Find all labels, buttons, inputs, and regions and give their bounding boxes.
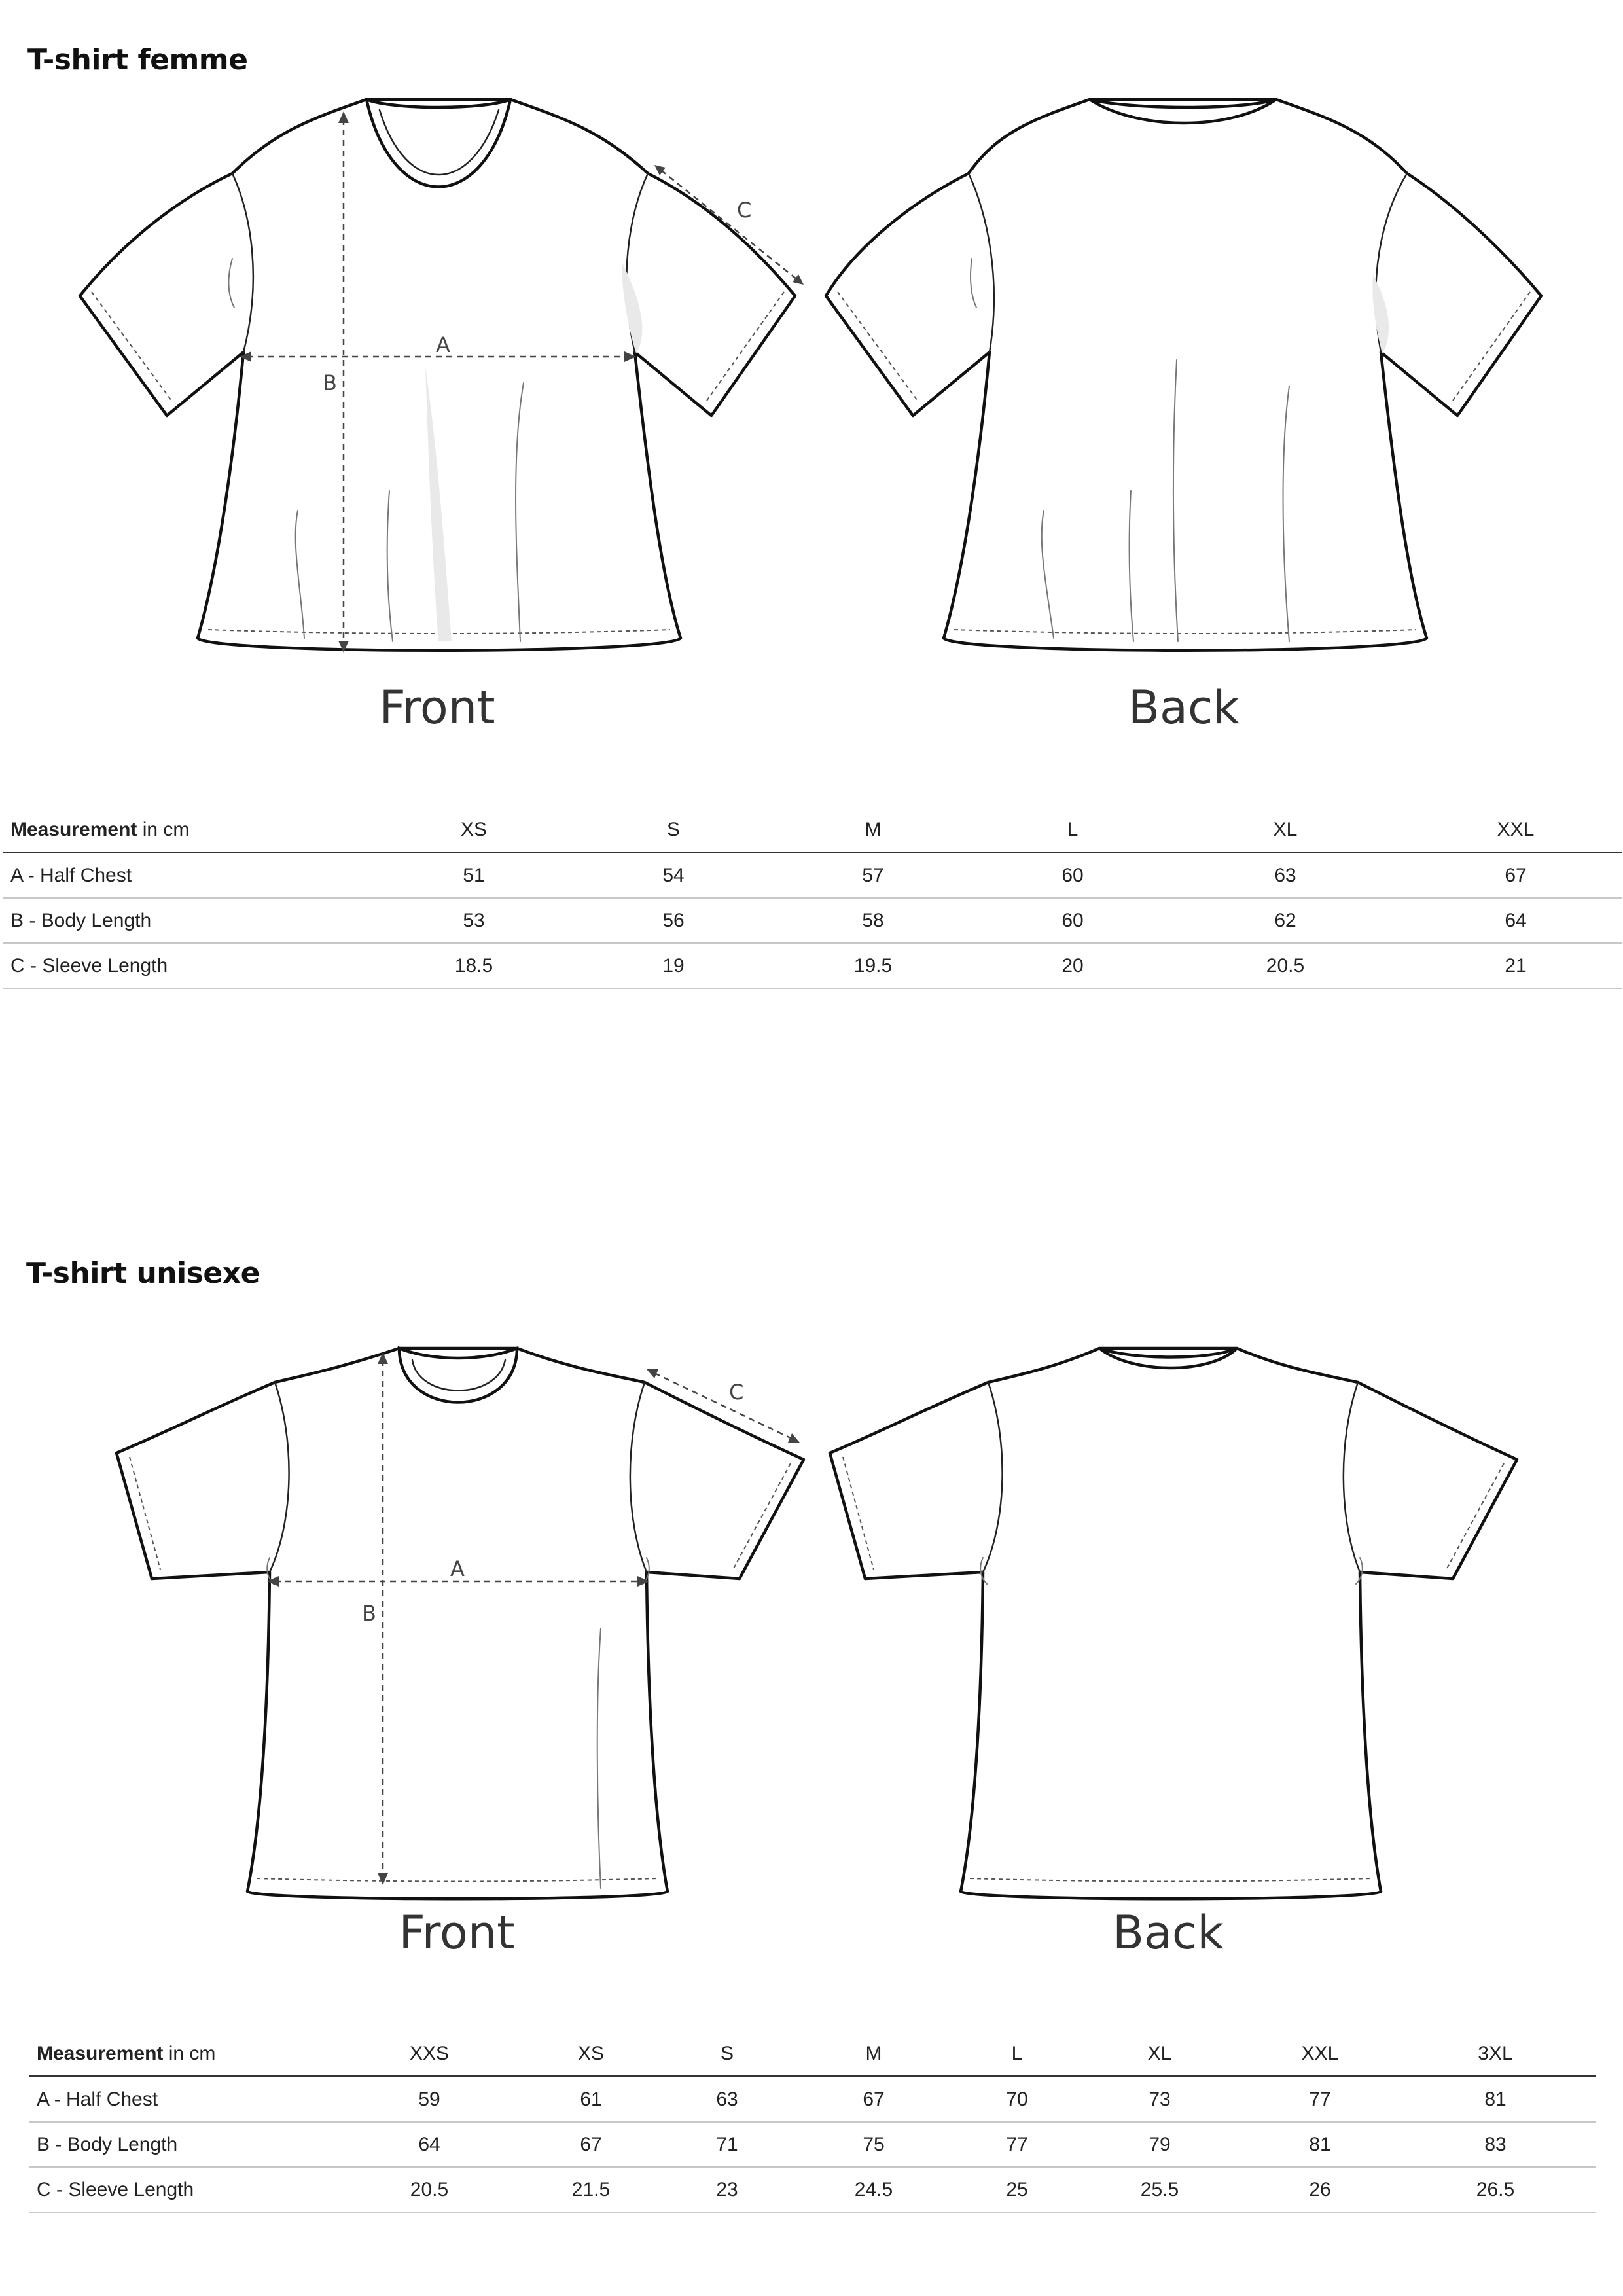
row-label: C - Sleeve Length xyxy=(3,943,363,988)
row-label: A - Half Chest xyxy=(29,2077,343,2123)
table-row xyxy=(29,2077,1596,2123)
table-cell: 56 xyxy=(585,898,762,943)
table-cell: 51 xyxy=(363,853,585,899)
size-header: XXL xyxy=(1410,808,1622,853)
femme-back-illustration xyxy=(746,0,1558,694)
table-cell: 58 xyxy=(762,898,984,943)
measure-label-c: C xyxy=(729,1380,744,1405)
measure-label-c: C xyxy=(737,198,752,223)
table-cell: 81 xyxy=(1395,2077,1596,2123)
table-cell: 67 xyxy=(788,2077,959,2123)
table-cell: 20.5 xyxy=(343,2167,516,2212)
size-header: S xyxy=(666,2032,788,2077)
table-cell: 63 xyxy=(1161,853,1410,899)
table-header-row xyxy=(3,808,1622,853)
unisexe-back-illustration xyxy=(713,1309,1525,1937)
table-cell: 70 xyxy=(959,2077,1075,2123)
measure-label-a: A xyxy=(450,1556,465,1581)
row-label: C - Sleeve Length xyxy=(29,2167,343,2212)
table-cell: 61 xyxy=(516,2077,666,2123)
table-row xyxy=(3,853,1622,899)
table-cell: 73 xyxy=(1075,2077,1245,2123)
size-header: 3XL xyxy=(1395,2032,1596,2077)
table-cell: 83 xyxy=(1395,2122,1596,2167)
table-cell: 79 xyxy=(1075,2122,1245,2167)
size-header: XS xyxy=(363,808,585,853)
table-cell: 75 xyxy=(788,2122,959,2167)
size-header: XS xyxy=(516,2032,666,2077)
unisexe-front-illustration xyxy=(0,1309,812,1937)
row-label: B - Body Length xyxy=(3,898,363,943)
table-row xyxy=(29,2167,1596,2212)
size-header: S xyxy=(585,808,762,853)
table-header-row xyxy=(29,2032,1596,2077)
measurement-header: Measurement in cm xyxy=(3,808,363,853)
table-cell: 71 xyxy=(666,2122,788,2167)
row-label: A - Half Chest xyxy=(3,853,363,899)
table-cell: 67 xyxy=(1410,853,1622,899)
size-header: L xyxy=(984,808,1161,853)
table-cell: 77 xyxy=(959,2122,1075,2167)
table-cell: 26.5 xyxy=(1395,2167,1596,2212)
table-cell: 67 xyxy=(516,2122,666,2167)
table-cell: 53 xyxy=(363,898,585,943)
size-header: M xyxy=(788,2032,959,2077)
table-cell: 20 xyxy=(984,943,1161,988)
unisexe-back-label: Back xyxy=(1113,1906,1224,1960)
table-cell: 20.5 xyxy=(1161,943,1410,988)
table-cell: 54 xyxy=(585,853,762,899)
table-cell: 57 xyxy=(762,853,984,899)
table-cell: 19.5 xyxy=(762,943,984,988)
table-cell: 25 xyxy=(959,2167,1075,2212)
table-row xyxy=(3,898,1622,943)
table-cell: 63 xyxy=(666,2077,788,2123)
measure-label-b: B xyxy=(323,370,337,395)
femme-size-table xyxy=(3,808,1622,989)
table-cell: 26 xyxy=(1245,2167,1395,2212)
unisexe-size-table xyxy=(29,2032,1596,2213)
size-header: XL xyxy=(1161,808,1410,853)
table-cell: 21 xyxy=(1410,943,1622,988)
unisexe-front-label: Front xyxy=(399,1906,515,1960)
table-cell: 62 xyxy=(1161,898,1410,943)
table-cell: 64 xyxy=(343,2122,516,2167)
size-header: L xyxy=(959,2032,1075,2077)
table-cell: 60 xyxy=(984,898,1161,943)
size-header: M xyxy=(762,808,984,853)
measure-label-a: A xyxy=(436,332,450,357)
section-title-femme: T-shirt femme xyxy=(27,43,248,77)
femme-front-illustration xyxy=(0,0,812,694)
table-cell: 23 xyxy=(666,2167,788,2212)
table-cell: 24.5 xyxy=(788,2167,959,2212)
table-cell: 18.5 xyxy=(363,943,585,988)
table-cell: 60 xyxy=(984,853,1161,899)
table-cell: 19 xyxy=(585,943,762,988)
table-cell: 64 xyxy=(1410,898,1622,943)
measurement-header: Measurement in cm xyxy=(29,2032,343,2077)
row-label: B - Body Length xyxy=(29,2122,343,2167)
size-header: XXS xyxy=(343,2032,516,2077)
table-cell: 59 xyxy=(343,2077,516,2123)
table-cell: 21.5 xyxy=(516,2167,666,2212)
table-cell: 81 xyxy=(1245,2122,1395,2167)
table-row xyxy=(29,2122,1596,2167)
section-title-unisexe: T-shirt unisexe xyxy=(26,1257,260,1290)
table-cell: 25.5 xyxy=(1075,2167,1245,2212)
size-header: XXL xyxy=(1245,2032,1395,2077)
table-row xyxy=(3,943,1622,988)
table-cell: 77 xyxy=(1245,2077,1395,2123)
size-header: XL xyxy=(1075,2032,1245,2077)
measure-label-b: B xyxy=(362,1601,376,1626)
femme-front-label: Front xyxy=(379,681,495,734)
femme-back-label: Back xyxy=(1128,681,1240,734)
